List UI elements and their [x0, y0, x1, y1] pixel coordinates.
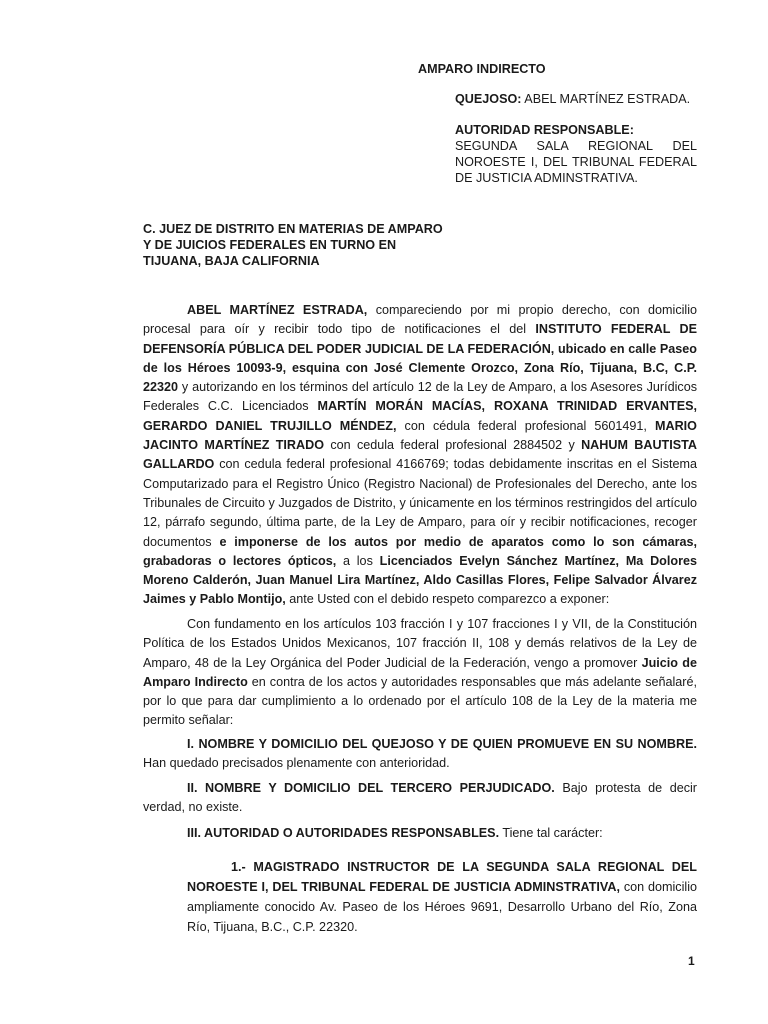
paragraph-legal-basis: [143, 615, 697, 731]
authority-line-2: NOROESTE I, DEL TRIBUNAL FEDERAL: [455, 155, 697, 169]
authority-item-1-address: con domicilio ampliamente conocido Av. Paseo de los Héroes 9691, Desarrollo Urbano del Río, Zona Río, Tijuana, B.C., C.P. 22320.: [187, 880, 698, 934]
page-number: 1: [688, 954, 695, 968]
institute-address: INSTITUTO FEDERAL DE DEFENSORÍA PÚBLICA DEL PODER JUDICIAL DE LA FEDERACIÓN, ubicado en calle Paseo de los Héroes 10093-9, esquina con José Clemente Orozco, Zona Río, Tijuana, B.C, C.P. 22320: [143, 322, 697, 395]
complainant-label: QUEJOSO:: [455, 92, 522, 106]
p1-bold-devices: e imponerse de los autos por medio de aparatos como lo son cámaras, grabadoras o lectores ópticos,: [143, 534, 698, 568]
advisor-name-3: NAHUM BAUTISTA GALLARDO: [143, 438, 697, 472]
advisor-name-2: MARIO JACINTO MARTÍNEZ TIRADO: [143, 418, 697, 453]
advisors-names: MARTÍN MORÁN MACÍAS, ROXANA TRINIDAD ERVANTES, GERARDO DANIEL TRUJILLO MÉNDEZ,: [143, 399, 698, 433]
paragraph-appearance: [143, 301, 697, 610]
addressee-line-2: Y DE JUICIOS FEDERALES EN TURNO EN: [143, 238, 397, 252]
addressee-line-3: TIJUANA, BAJA CALIFORNIA: [143, 254, 320, 268]
authority-item-1-heading: 1.- MAGISTRADO INSTRUCTOR DE LA SEGUNDA SALA REGIONAL DEL NOROESTE I, DEL TRIBUNAL FEDERAL DE JUSTICIA ADMINSTRATIVA,: [187, 860, 697, 894]
section-i: [143, 735, 697, 774]
amparo-indirecto-bold: Juicio de Amparo Indirecto: [143, 655, 698, 689]
p1-text-4: con cedula federal profesional 2884502 y: [324, 438, 582, 453]
section-iii: [143, 824, 697, 843]
p2-text-1: Con fundamento en los artículos 103 fracción I y 107 fracciones I y VII, de la Constitución Política de los Estados Unidos Mexicanos, 107 fracción II, 108 y demás relativos de la Ley de Amparo, 48 de la Ley Orgánica del Poder Judicial de la Federación, vengo a promover: [143, 617, 697, 670]
complainant-line: [455, 90, 690, 109]
p1-text-2: y autorizando en los términos del artículo 12 de la Ley de Amparo, a los Asesores Jurídicos Federales C.C. Licenciados: [143, 380, 697, 414]
section-i-heading: I. NOMBRE Y DOMICILIO DEL QUEJOSO Y DE QUIEN PROMUEVE EN SU NOMBRE.: [187, 737, 697, 751]
section-ii: [143, 779, 697, 818]
p1-text-1: compareciendo por mi propio derecho, con domicilio procesal para oír y recibir todo tipo de notificaciones el del: [143, 303, 698, 337]
authorized-persons: Licenciados Evelyn Sánchez Martínez, Ma Dolores Moreno Calderón, Juan Manuel Lira Martínez, Aldo Casillas Flores, Felipe Salvador Álvarez Jaimes y Pablo Montijo,: [143, 553, 697, 607]
section-iii-text: Tiene tal carácter:: [499, 826, 603, 840]
p2-text-2: en contra de los actos y autoridades responsables que más adelante señalaré, por lo que para dar cumplimiento a lo ordenado por el artículo 108 de la Ley de la materia me permito señalar:: [143, 674, 697, 728]
authority-line-1: SEGUNDA SALA REGIONAL DEL: [455, 139, 697, 153]
section-iii-heading: III. AUTORIDAD O AUTORIDADES RESPONSABLES.: [187, 826, 500, 840]
complainant-name: ABEL MARTÍNEZ ESTRADA.: [524, 92, 691, 106]
addressee-line-1: C. JUEZ DE DISTRITO EN MATERIAS DE AMPARO: [143, 222, 443, 236]
section-ii-heading: II. NOMBRE Y DOMICILIO DEL TERCERO PERJUDICADO.: [187, 781, 555, 795]
authority-label: AUTORIDAD RESPONSABLE:: [455, 123, 634, 137]
section-ii-text: Bajo protesta de decir verdad, no existe.: [143, 781, 697, 815]
case-type: AMPARO INDIRECTO: [418, 62, 546, 76]
authority-item-1: [187, 857, 697, 937]
p1-text-3: con cédula federal profesional 5601491,: [396, 418, 655, 433]
p1-text-7: ante Usted con el debido respeto comparezco a exponer:: [285, 592, 610, 607]
section-i-text: Han quedado precisados plenamente con anterioridad.: [143, 756, 450, 771]
complainant-name-bold: ABEL MARTÍNEZ ESTRADA,: [187, 303, 368, 317]
p1-text-6: a los: [336, 553, 380, 568]
p1-text-5: con cedula federal profesional 4166769; todas debidamente inscritas en el Sistema Computarizado para el Registro Único (Registro Nacional) de Profesionales del Derecho, ante los Tribunales de Circuito y Juzgados de Distrito, y únicamente en los términos restringidos del artículo 12, párrafo segundo, última parte, de la Ley de Amparo, para oír y recibir notificaciones, recoger documentos: [143, 457, 697, 549]
authority-line-3: DE JUSTICIA ADMINSTRATIVA.: [455, 171, 638, 185]
